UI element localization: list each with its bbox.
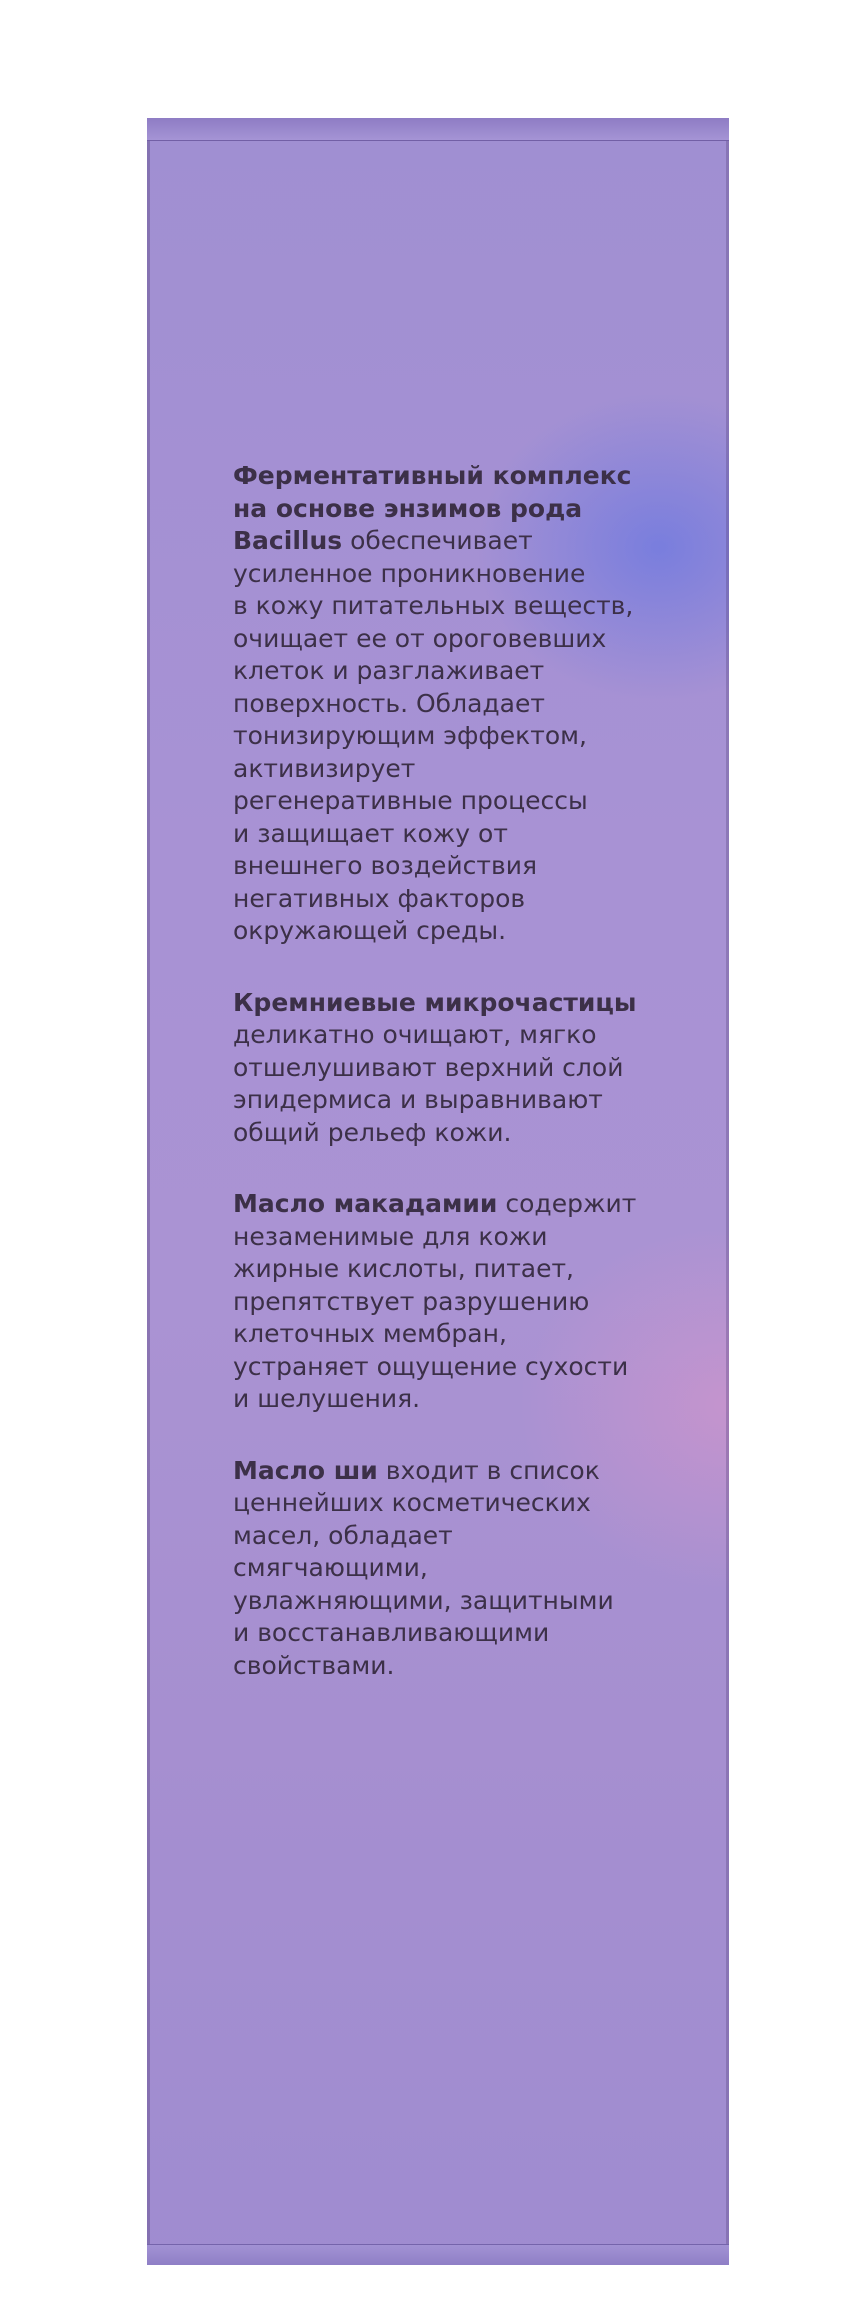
- text-line: [233, 1487, 653, 1520]
- line-text: устраняет ощущение сухости: [233, 1351, 629, 1381]
- text-line: [233, 720, 653, 753]
- line-text: тонизирующим эффектом,: [233, 721, 587, 750]
- text-line: [233, 655, 653, 688]
- description-paragraph: [233, 1188, 653, 1416]
- text-line: [233, 1318, 653, 1351]
- description-paragraph: [233, 460, 653, 948]
- line-text: клеток и разглаживает: [233, 656, 545, 685]
- text-line: [233, 987, 653, 1020]
- line-text: и защищает кожу от: [233, 818, 508, 848]
- text-line: [233, 590, 653, 623]
- line-text: увлажняющими, защитными: [233, 1585, 614, 1615]
- line-text: ценнейших косметических: [233, 1488, 591, 1517]
- line-text: эпидермиса и выравнивают: [233, 1085, 603, 1114]
- text-line: [233, 1383, 653, 1416]
- package-top-edge: [147, 118, 729, 141]
- text-line: [233, 785, 653, 818]
- package-side-panel: [147, 118, 729, 2265]
- text-line: [233, 1351, 653, 1384]
- text-line: [233, 1117, 653, 1150]
- line-text: деликатно очищают, мягко: [233, 1020, 597, 1049]
- text-line: [233, 1585, 653, 1618]
- text-line: [233, 1520, 653, 1553]
- text-line: [233, 493, 653, 526]
- text-line: [233, 460, 653, 493]
- line-text: активизирует: [233, 753, 416, 783]
- line-text: содержит: [497, 1189, 637, 1218]
- line-text: препятствует разрушению: [233, 1286, 590, 1316]
- text-line: [233, 525, 653, 558]
- text-line: [233, 1552, 653, 1585]
- text-line: [233, 1188, 653, 1221]
- ingredients-description: [233, 460, 653, 1721]
- text-line: [233, 623, 653, 656]
- description-paragraph: [233, 1455, 653, 1683]
- text-line: [233, 1052, 653, 1085]
- text-line: [233, 1253, 653, 1286]
- line-text: усиленное проникновение: [233, 558, 586, 588]
- text-line: [233, 915, 653, 948]
- line-text: обеспечивает: [342, 526, 533, 555]
- text-line: [233, 688, 653, 721]
- line-text: масел, обладает: [233, 1520, 453, 1550]
- ingredient-name: Масло ши: [233, 1455, 378, 1485]
- text-line: [233, 1617, 653, 1650]
- ingredient-name: на основе энзимов рода: [233, 493, 583, 523]
- line-text: жирные кислоты, питает,: [233, 1254, 574, 1283]
- ingredient-name: Ферментативный комплекс: [233, 461, 632, 490]
- line-text: негативных факторов: [233, 883, 526, 913]
- line-text: регенеративные процессы: [233, 786, 588, 815]
- line-text: в кожу питательных веществ,: [233, 591, 634, 620]
- description-paragraph: [233, 987, 653, 1150]
- text-line: [233, 1019, 653, 1052]
- line-text: отшелушивают верхний слой: [233, 1052, 624, 1082]
- text-line: [233, 1084, 653, 1117]
- line-text: незаменимые для кожи: [233, 1221, 548, 1251]
- line-text: окружающей среды.: [233, 916, 507, 945]
- line-text: и восстанавливающими: [233, 1618, 550, 1647]
- ingredient-name: Bacillus: [233, 526, 343, 555]
- line-text: и шелушения.: [233, 1384, 421, 1413]
- text-line: [233, 558, 653, 591]
- text-line: [233, 1455, 653, 1488]
- line-text: общий рельеф кожи.: [233, 1117, 512, 1147]
- package-bottom-edge: [147, 2244, 729, 2265]
- text-line: [233, 1650, 653, 1683]
- text-line: [233, 883, 653, 916]
- line-text: свойствами.: [233, 1650, 395, 1680]
- ingredient-name: Масло макадамии: [233, 1189, 498, 1218]
- ingredient-name: Кремниевые микрочастицы: [233, 987, 637, 1017]
- text-line: [233, 1221, 653, 1254]
- text-line: [233, 753, 653, 786]
- line-text: входит в список: [377, 1455, 600, 1485]
- line-text: внешнего воздействия: [233, 851, 538, 880]
- line-text: поверхность. Обладает: [233, 688, 545, 718]
- line-text: клеточных мембран,: [233, 1319, 507, 1348]
- line-text: очищает ее от ороговевших: [233, 623, 607, 653]
- text-line: [233, 818, 653, 851]
- text-line: [233, 1286, 653, 1319]
- line-text: смягчающими,: [233, 1553, 428, 1582]
- text-line: [233, 850, 653, 883]
